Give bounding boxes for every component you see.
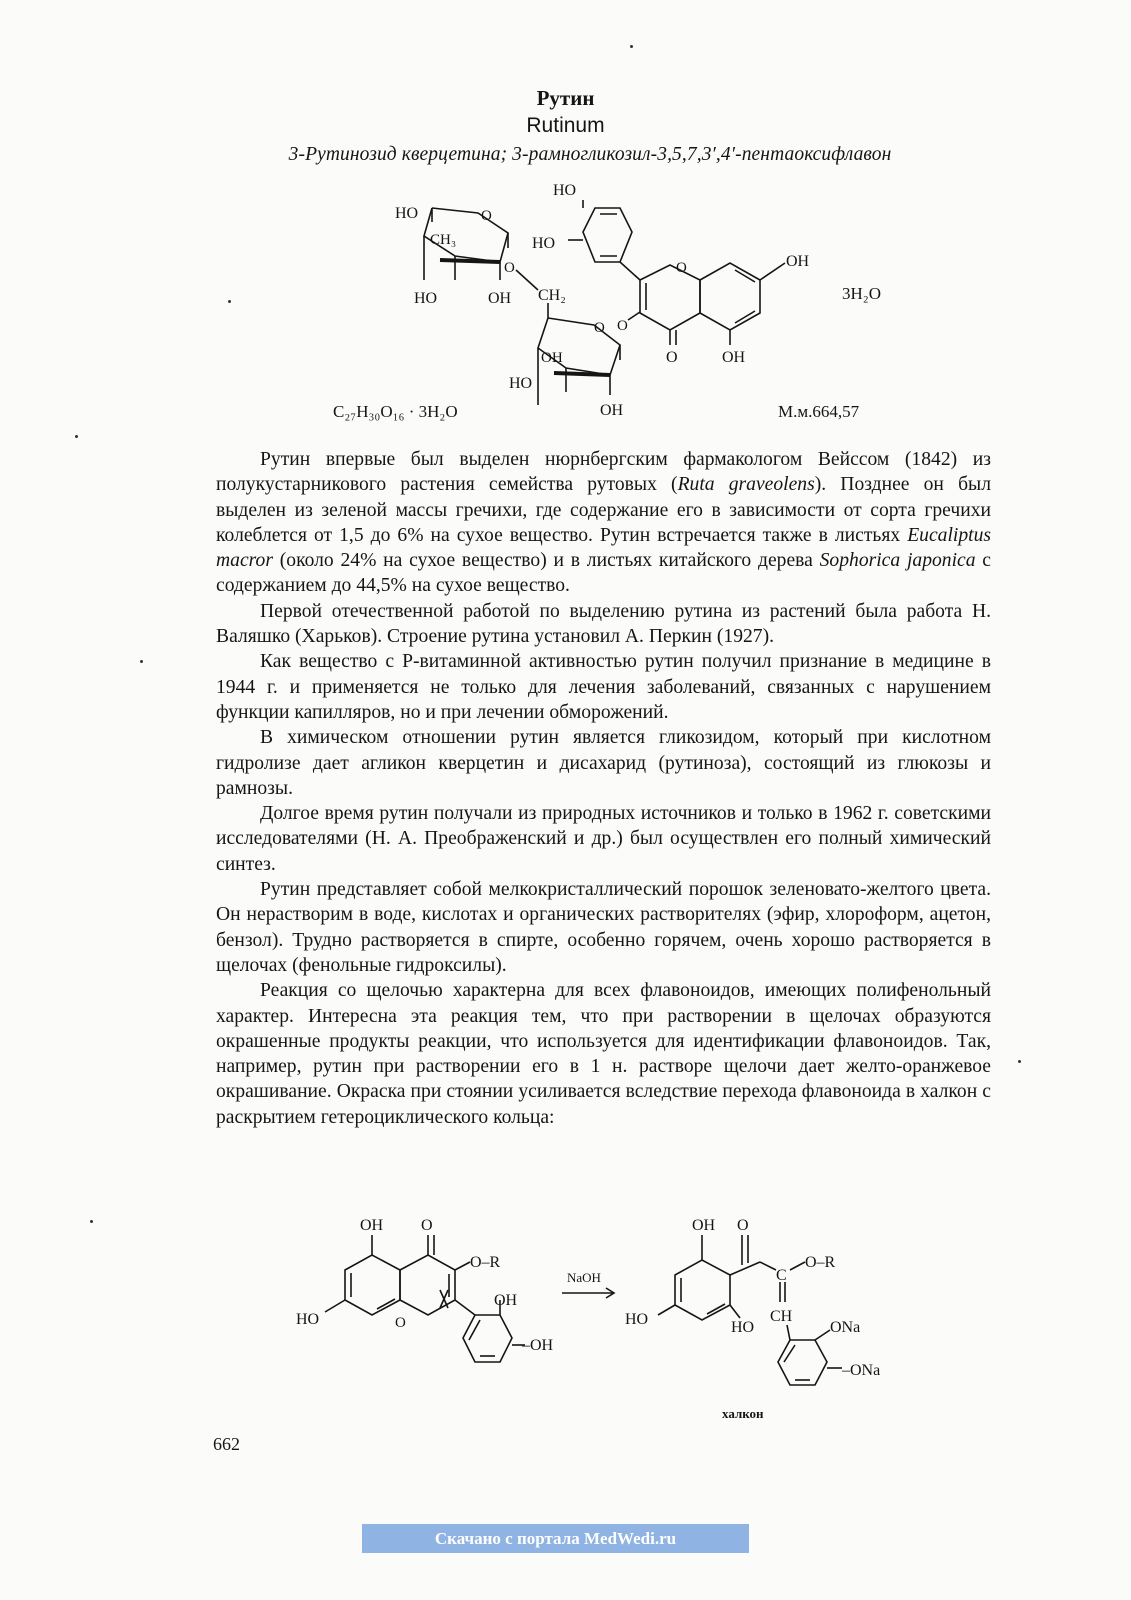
reactant-carbonyl-o: O (421, 1217, 433, 1234)
paragraph-6: Рутин представляет собой мелкокристаллический порошок зеленовато-желтого цвета. Он нерастворим в воде, кислотах и органических растворителях (эфир, хлороформ, ацетон, бензол). Трудно растворяется в спирте, особенно горячем, очень хорошо растворяется в щелочах (фенольные гидроксилы). (216, 879, 991, 976)
glucose-oh-bottom: OH (600, 402, 624, 419)
paragraph-7: Реакция со щелочью характерна для всех флавоноидов, имеющих полифенольный характер. Интересна эта реакция тем, что при растворении в щелочах образуются окрашенные продукты реакции, что используется для идентификации флавоноидов. Так, например, рутин при растворении его в 1 н. растворе щелочи дает желто-оранжевое окрашивание. Окраска при стоянии усиливается вследствие перехода флавоноида в халкон с раскрытием гетероциклического кольца: (216, 980, 991, 1128)
scan-speck (228, 300, 231, 303)
rhamnose-ch3: CH₃ (430, 232, 457, 248)
link-o-1: O (504, 260, 515, 276)
catechol-ho-left: HO (532, 235, 556, 252)
reactant-ring-o: O (395, 1315, 406, 1331)
product-ona-1: ONa (830, 1319, 861, 1336)
molecular-formula: C₂₇H₃₀O₁₆ · 3H₂O (333, 402, 458, 421)
scan-speck (75, 435, 78, 438)
product-ho-1: HO (625, 1311, 649, 1328)
rhamnose-ho-bottom: HO (414, 290, 438, 307)
body-text (216, 447, 991, 1130)
compound-synonyms: 3-Рутинозид кверцетина; 3-рамногликозил-3,5,7,3′,4′-пентаоксифлавон (288, 144, 892, 165)
paragraph-3: Как вещество с Р-витаминной активностью рутин получил признание в медицине в 1944 г. и применяется не только для лечения заболеваний, связанных с нарушением функции капилляров, но и при лечении обморожений. (216, 651, 991, 723)
chalcone-label: халкон (722, 1406, 764, 1421)
flavone-core (640, 263, 785, 345)
pyran-o: O (676, 260, 687, 276)
reactant-or: O–R (470, 1254, 501, 1271)
catechol-ho-top: HO (553, 182, 577, 199)
oh-7: OH (786, 253, 810, 270)
rhamnose-ho: HO (395, 205, 419, 222)
rhamnose-oh-bottom: OH (488, 290, 512, 307)
glucose-ho: HO (509, 375, 533, 392)
ch2-label: CH₂ (538, 287, 566, 304)
glucose-oh-inner: OH (541, 350, 563, 366)
paragraph-4: В химическом отношении рутин является гликозидом, который при кислотном гидролизе дает агликон кверцетин и дисахарид (рутиноза), состоящий из глюкозы и рамнозы. (216, 727, 991, 799)
link-o-2: O (617, 318, 628, 334)
glucose-o: O (594, 320, 605, 336)
watermark-banner[interactable]: Скачано с портала MedWedi.ru (362, 1524, 749, 1553)
rhamnose-o: O (481, 208, 492, 224)
rutin-structure-diagram (0, 0, 1131, 420)
product-oh: OH (692, 1217, 716, 1234)
product-carbonyl-o: O (737, 1217, 749, 1234)
carbonyl-o: O (666, 349, 678, 366)
paragraph-5: Долгое время рутин получали из природных источников и только в 1962 г. советскими исследователями (Н. А. Преображенский и др.) был осуществлен его полный химический синтез. (216, 803, 991, 875)
scan-speck (90, 1220, 93, 1223)
reactant-oh-phenyl-2: –OH (522, 1337, 554, 1354)
product-ch: CH (770, 1308, 793, 1325)
reagent-naoh: NaOH (567, 1270, 601, 1285)
reactant-oh-5: OH (360, 1217, 384, 1234)
product-ho-2: HO (731, 1319, 755, 1336)
scan-speck (1018, 1060, 1021, 1063)
page-number: 662 (213, 1434, 240, 1454)
paragraph-2: Первой отечественной работой по выделению рутина из растений была работа Н. Валяшко (Харьков). Строение рутина установил А. Перкин (1927). (216, 600, 991, 648)
water-of-crystallization: 3H₂O (842, 284, 881, 303)
scan-speck (140, 660, 143, 663)
molecular-mass: М.м.664,57 (778, 402, 860, 421)
product-or: O–R (805, 1254, 836, 1271)
oh-5: OH (722, 349, 746, 366)
product-c: C (776, 1267, 787, 1284)
reactant-ho: HO (296, 1311, 320, 1328)
scan-speck (630, 45, 633, 48)
paragraph-1: Рутин впервые был выделен нюрнбергским фармакологом Вейссом (1842) из полукустарникового растения семейства рутовых (Ruta graveolens). Позднее он был выделен из зеленой массы гречихи, где содержание его в зависимости от сорта гречихи колеблется от 1,5 до 6% на сухое вещество. Рутин встречается также в листьях Eucaliptus macror (около 24% на сухое вещество) и в листьях китайского дерева Sophorica japonica с содержанием до 44,5% на сухое вещество. (216, 449, 992, 597)
product-ona-2: –ONa (842, 1362, 881, 1379)
reaction-scheme-diagram (0, 1200, 1131, 1430)
catechol-ring (568, 200, 640, 280)
compound-latin-title: Rutinum (526, 114, 605, 137)
compound-title: Рутин (536, 86, 595, 110)
reactant-oh-phenyl: OH (494, 1292, 518, 1309)
